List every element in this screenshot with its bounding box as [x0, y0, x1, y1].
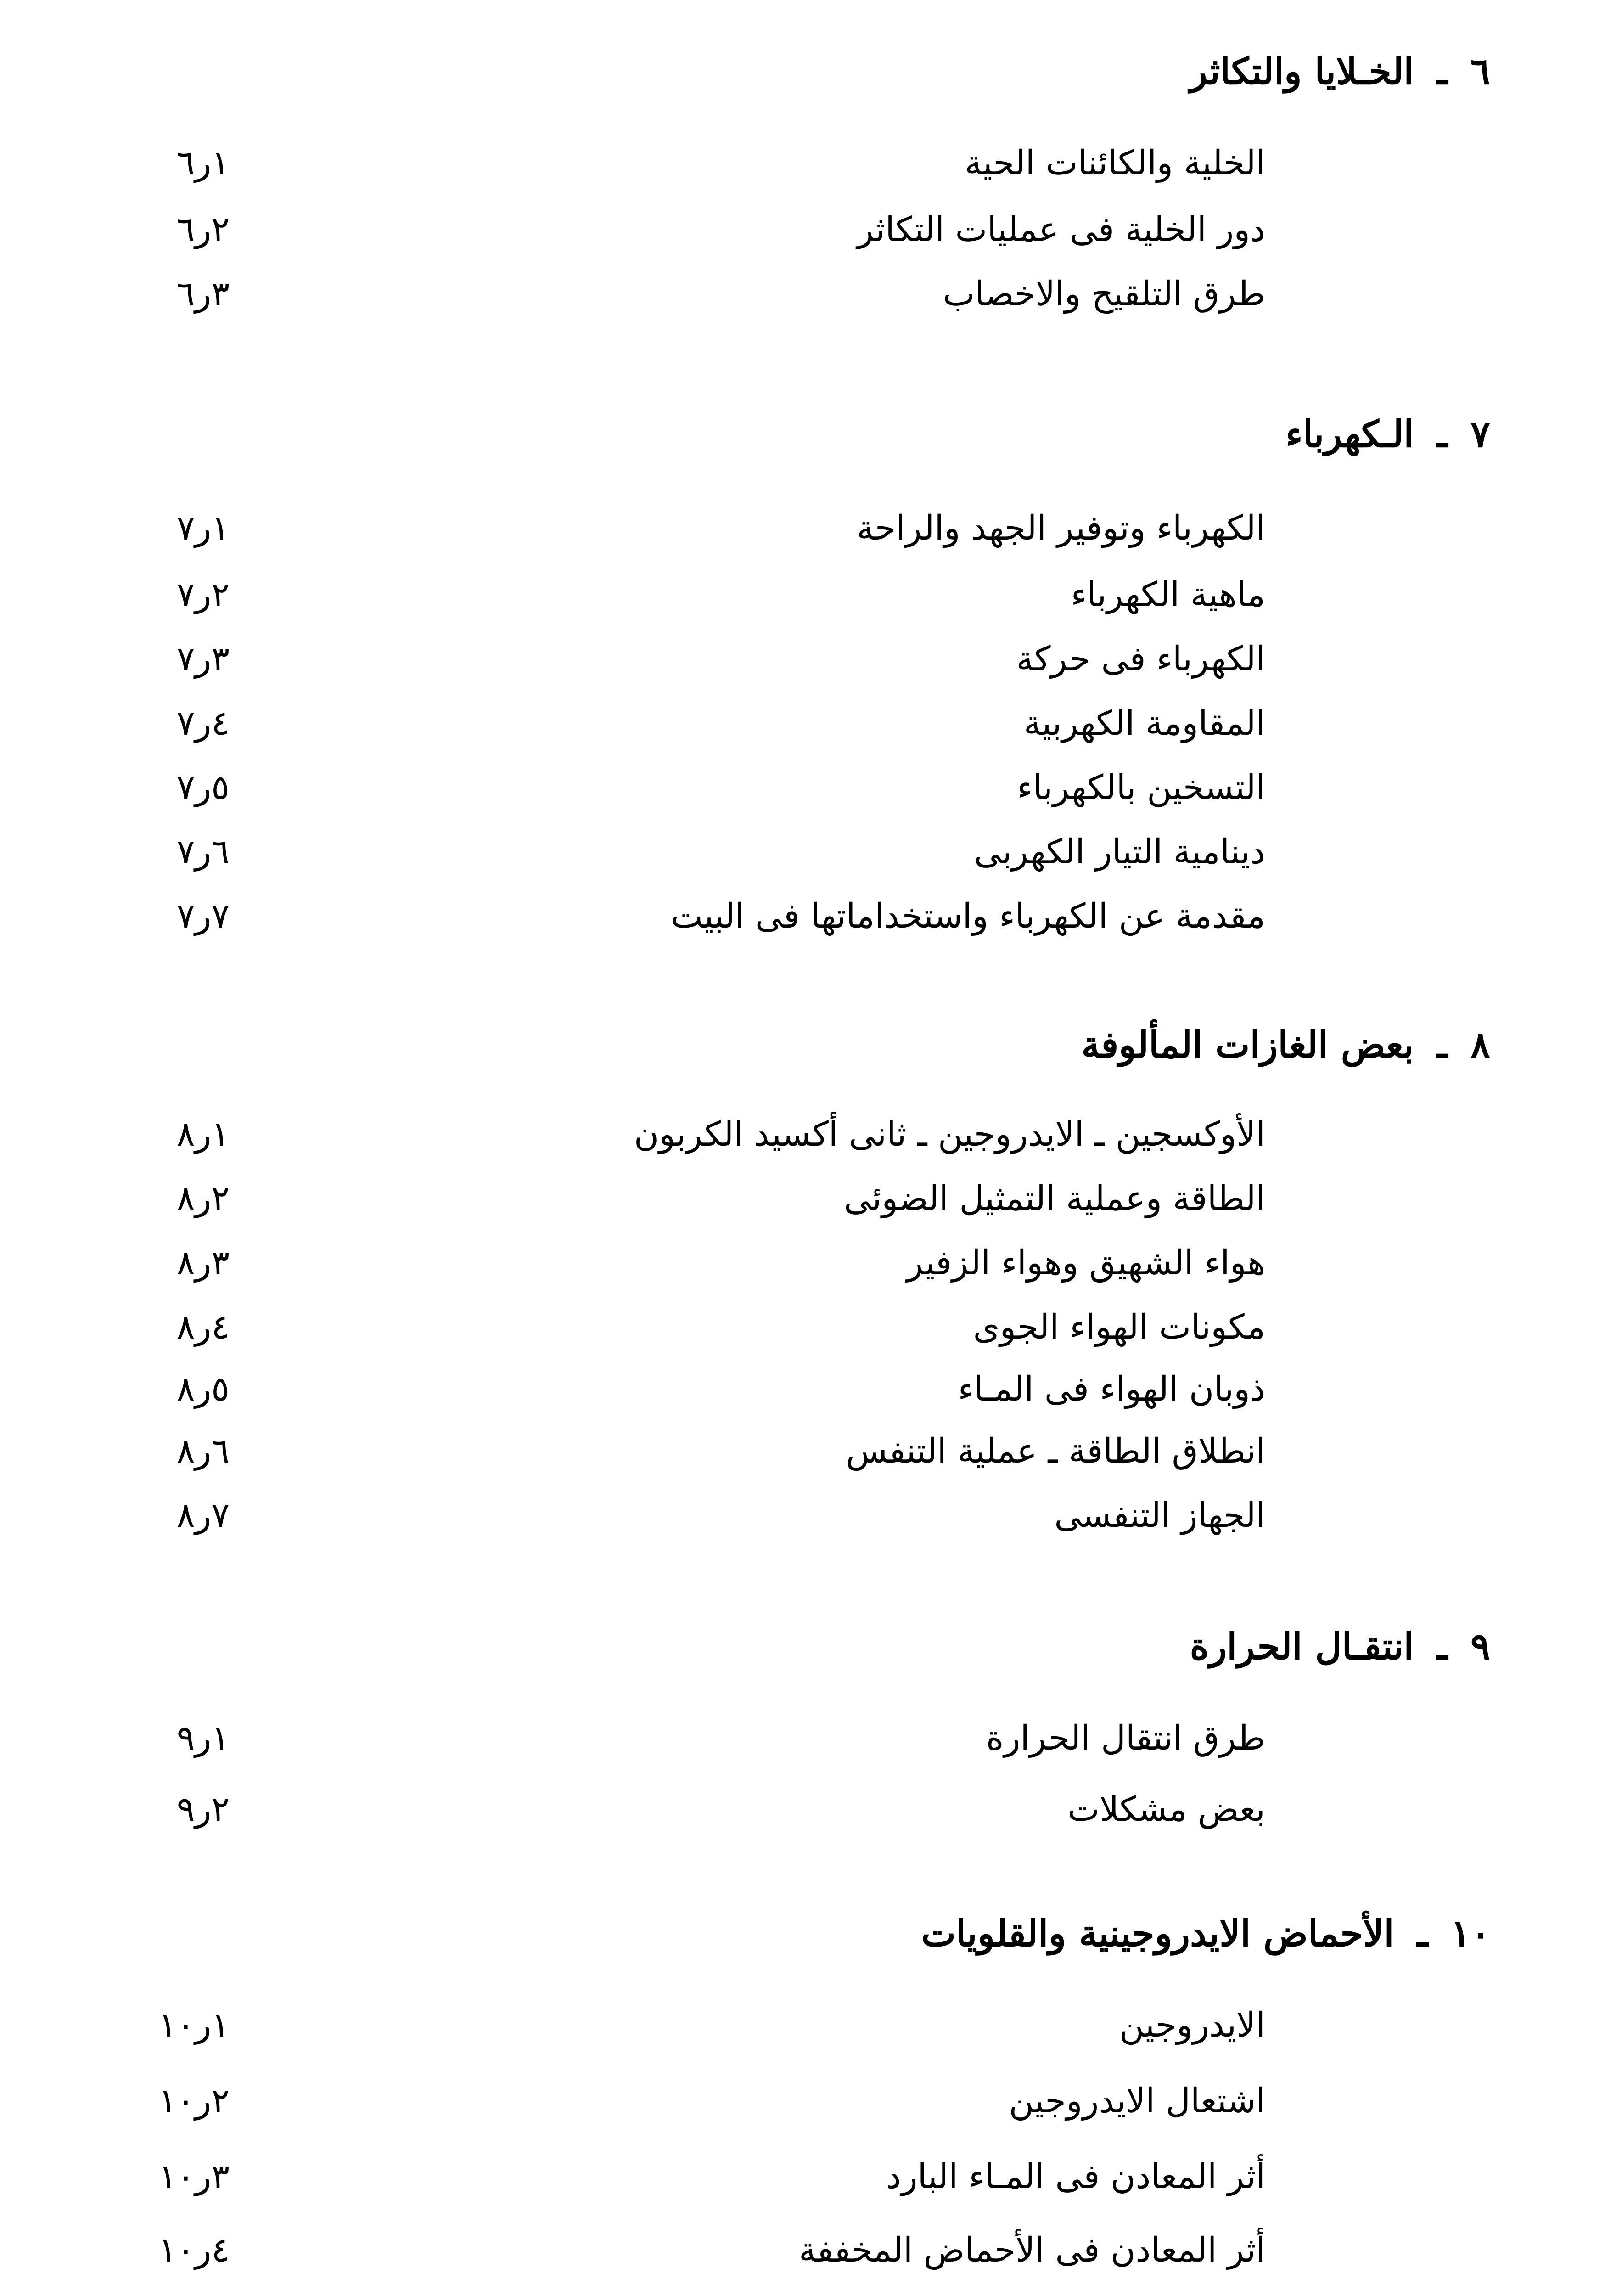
toc-item-ref: ٦ر٧ — [176, 832, 230, 872]
toc-item-ref: ٧ر٧ — [176, 896, 230, 936]
toc-item-ref: ١ر٩ — [176, 1718, 230, 1758]
section-7-heading — [113, 412, 1490, 456]
toc-item-ref: ٥ر٧ — [176, 768, 230, 807]
toc-item-text: الكهرباء فى حركة — [1016, 639, 1265, 679]
toc-item-text: أثر المعادن فى الأحماض المخففة — [798, 2230, 1265, 2270]
section-title: الأحماض الايدروجينية والقلويات — [921, 1912, 1394, 1955]
toc-item-ref: ٣ر٧ — [176, 639, 230, 679]
section-6-heading — [113, 50, 1490, 93]
toc-item-ref: ٤ر١٠ — [158, 2230, 230, 2270]
toc-row — [0, 1782, 1605, 1837]
toc-item-ref: ٢ر٧ — [176, 575, 230, 614]
toc-row — [0, 696, 1605, 751]
toc-item-text: ماهية الكهرباء — [1071, 575, 1265, 614]
toc-item-text: الأوكسجين ـ الايدروجين ـ ثانى أكسيد الكربون — [634, 1114, 1265, 1154]
toc-row — [0, 1488, 1605, 1543]
section-dash: ـ — [1437, 1023, 1448, 1066]
toc-item-text: طرق انتقال الحرارة — [986, 1718, 1265, 1758]
section-number: ٨ — [1470, 1023, 1490, 1066]
toc-item-text: الخلية والكائنات الحية — [965, 143, 1265, 183]
toc-row — [0, 567, 1605, 622]
toc-item-ref: ٣ر١٠ — [158, 2157, 230, 2196]
toc-item-text: مكونات الهواء الجوى — [973, 1307, 1265, 1347]
toc-item-text: دينامية التيار الكهربى — [974, 832, 1265, 872]
toc-row — [0, 1998, 1605, 2053]
section-number: ١٠ — [1451, 1912, 1490, 1955]
toc-row — [0, 202, 1605, 257]
toc-row — [0, 1711, 1605, 1766]
toc-row — [0, 135, 1605, 191]
toc-item-text: دور الخلية فى عمليات التكاثر — [857, 210, 1265, 249]
toc-row — [0, 1424, 1605, 1479]
toc-row — [0, 2223, 1605, 2278]
toc-item-ref: ١ر٨ — [176, 1114, 230, 1154]
toc-item-ref: ١ر١٠ — [158, 2005, 230, 2045]
section-dash: ـ — [1437, 50, 1448, 93]
section-number: ٩ — [1470, 1625, 1490, 1668]
section-9-heading — [113, 1625, 1490, 1668]
toc-item-text: الجهاز التنفسى — [1054, 1496, 1265, 1535]
section-dash: ـ — [1437, 1625, 1448, 1668]
toc-item-text: هواء الشهيق وهواء الزفير — [906, 1243, 1265, 1283]
toc-item-text: مقدمة عن الكهرباء واستخداماتها فى البيت — [671, 896, 1265, 936]
toc-item-text: الطاقة وعملية التمثيل الضوئى — [844, 1179, 1265, 1218]
toc-row — [0, 1300, 1605, 1355]
toc-item-ref: ٢ر١٠ — [158, 2081, 230, 2121]
toc-item-ref: ٥ر٨ — [176, 1369, 230, 1409]
toc-row — [0, 889, 1605, 944]
toc-row — [0, 1362, 1605, 1417]
toc-item-ref: ١ر٦ — [176, 143, 230, 183]
toc-item-ref: ٦ر٨ — [176, 1431, 230, 1471]
toc-item-text: ذوبان الهواء فى المـاء — [958, 1369, 1265, 1409]
section-8-heading — [113, 1023, 1490, 1066]
section-title: انتقـال الحرارة — [1190, 1625, 1414, 1668]
toc-item-ref: ٢ر٩ — [176, 1790, 230, 1829]
toc-row — [0, 2149, 1605, 2204]
section-10-heading — [113, 1912, 1490, 1955]
toc-item-ref: ٤ر٨ — [176, 1307, 230, 1347]
toc-row — [0, 1107, 1605, 1162]
toc-item-ref: ٣ر٦ — [176, 274, 230, 314]
toc-item-ref: ٣ر٨ — [176, 1243, 230, 1283]
toc-item-text: الايدروجين — [1119, 2005, 1265, 2045]
toc-item-ref: ٢ر٨ — [176, 1179, 230, 1218]
section-number: ٧ — [1470, 412, 1490, 456]
section-number: ٦ — [1470, 50, 1490, 93]
toc-item-ref: ٤ر٧ — [176, 703, 230, 743]
toc-item-ref: ١ر٧ — [176, 508, 230, 548]
toc-item-text: أثر المعادن فى المـاء البارد — [886, 2157, 1265, 2196]
toc-item-text: اشتعال الايدروجين — [1009, 2081, 1265, 2121]
toc-row — [0, 760, 1605, 815]
toc-item-text: بعض مشكلات — [1067, 1790, 1265, 1829]
toc-item-ref: ٢ر٦ — [176, 210, 230, 249]
section-dash: ـ — [1437, 412, 1448, 456]
toc-item-text: طرق التلقيح والاخصاب — [943, 274, 1265, 314]
section-title: الـكهرباء — [1285, 412, 1414, 456]
toc-row — [0, 1235, 1605, 1290]
section-title: الخـلايا والتكاثر — [1190, 50, 1414, 93]
toc-item-ref: ٧ر٨ — [176, 1496, 230, 1535]
section-dash: ـ — [1417, 1912, 1428, 1955]
toc-item-text: الكهرباء وتوفير الجهد والراحة — [857, 508, 1265, 548]
toc-row — [0, 824, 1605, 879]
section-title: بعض الغازات المألوفة — [1081, 1023, 1414, 1066]
toc-item-text: المقاومة الكهربية — [1024, 703, 1265, 743]
toc-row — [0, 501, 1605, 556]
toc-item-text: انطلاق الطاقة ـ عملية التنفس — [846, 1431, 1265, 1471]
toc-row — [0, 266, 1605, 321]
toc-row — [0, 1171, 1605, 1226]
toc-item-text: التسخين بالكهرباء — [1017, 768, 1265, 807]
toc-row — [0, 2073, 1605, 2128]
toc-row — [0, 631, 1605, 687]
